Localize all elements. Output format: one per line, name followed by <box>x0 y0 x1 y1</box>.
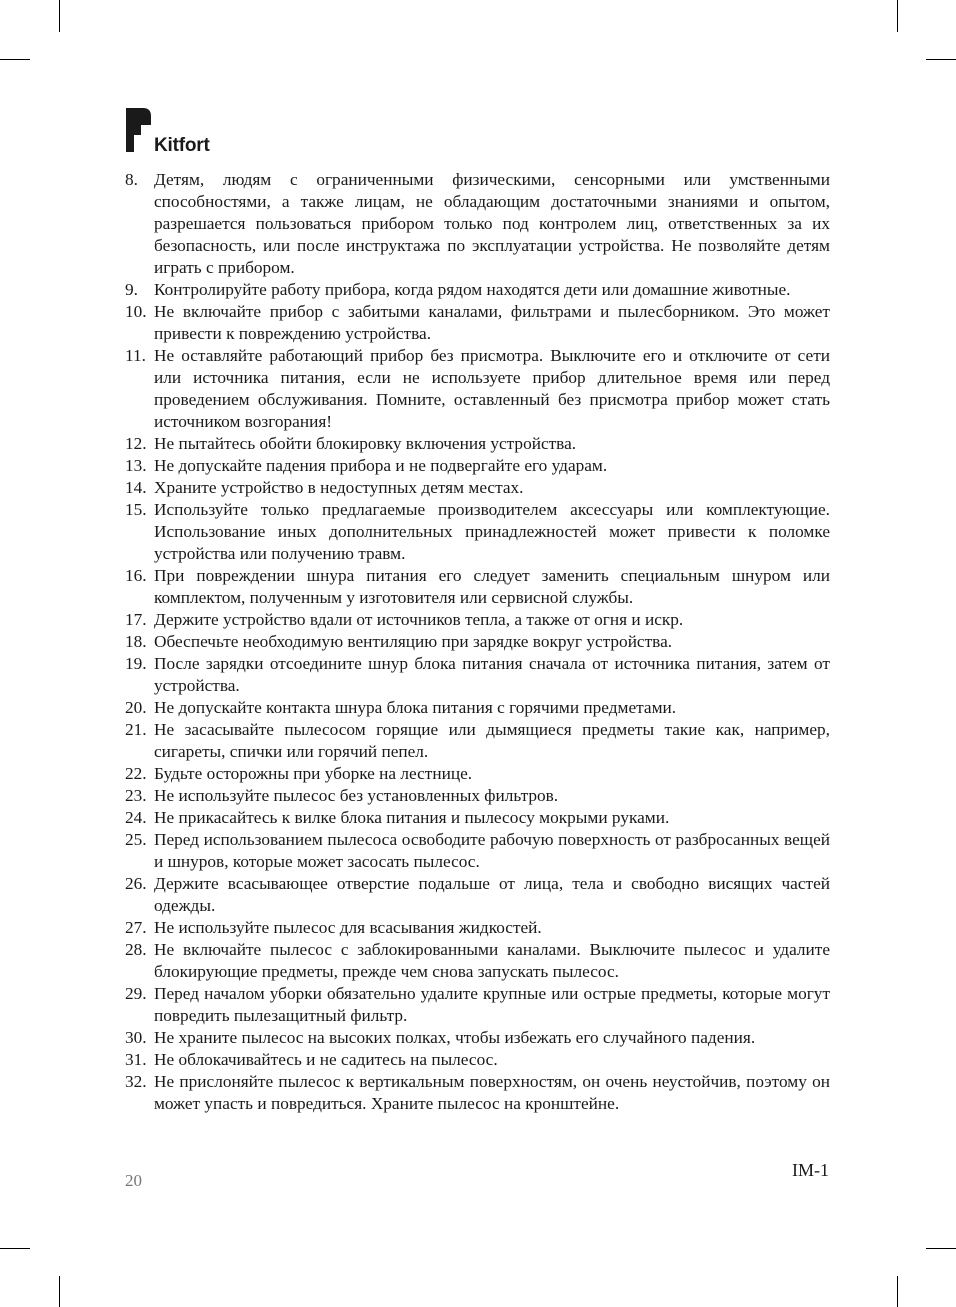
item-text: Не оставляйте работающий прибор без присмотра. Выключите его и отключите от сети или источника питания, если не используете прибор длительное время или перед проведением обслуживания. Помните, оставленный без присмотра прибор может стать источником возгорания! <box>154 346 830 431</box>
item-text: Не облокачивайтесь и не садитесь на пылесос. <box>154 1050 498 1069</box>
list-item <box>125 653 830 697</box>
item-text: Перед началом уборки обязательно удалите крупные или острые предметы, которые могут повредить пылезащитный фильтр. <box>154 984 830 1025</box>
list-item <box>125 983 830 1027</box>
item-text: Не прислоняйте пылесос к вертикальным поверхностям, он очень неустойчив, поэтому он может упасть и повредиться. Храните пылесос на кронштейне. <box>154 1072 830 1113</box>
item-text: Детям, людям с ограниченными физическими, сенсорными или умственными способностями, а также лицам, не обладающим достаточными знаниями и опытом, разрешается пользоваться прибором только под контролем лиц, ответственных за их безопасность, или после инструктажа по эксплуатации устройства. Не позволяйте детям играть с прибором. <box>154 170 830 277</box>
page-number: 20 <box>125 1171 142 1190</box>
item-number: 19. <box>125 654 147 673</box>
item-number: 24. <box>125 808 147 827</box>
item-text: Не используйте пылесос для всасывания жидкостей. <box>154 918 542 937</box>
list-item <box>125 763 830 785</box>
item-text: Не допускайте падения прибора и не подвергайте его ударам. <box>154 456 608 475</box>
crop-mark-top-left-v <box>59 0 60 32</box>
list-item <box>125 455 830 477</box>
list-item <box>125 1027 830 1049</box>
kitfort-logo <box>126 108 246 156</box>
list-item <box>125 1049 830 1071</box>
item-text: Храните устройство в недоступных детям местах. <box>154 478 524 497</box>
item-text: Обеспечьте необходимую вентиляцию при зарядке вокруг устройства. <box>154 632 673 651</box>
list-item <box>125 345 830 433</box>
document-code: IM-1 <box>792 1160 829 1180</box>
item-text: При повреждении шнура питания его следует заменить специальным шнуром или комплектом, полученным у изготовителя или сервисной службы. <box>154 566 830 607</box>
list-item <box>125 807 830 829</box>
list-item <box>125 609 830 631</box>
item-number: 32. <box>125 1072 147 1091</box>
item-text: Не засасывайте пылесосом горящие или дымящиеся предметы такие как, например, сигареты, спички или горячий пепел. <box>154 720 830 761</box>
item-text: Держите всасывающее отверстие подальше от лица, тела и свободно висящих частей одежды. <box>154 874 830 915</box>
item-text: Не допускайте контакта шнура блока питания с горячими предметами. <box>154 698 677 717</box>
item-text: Не используйте пылесос без установленных фильтров. <box>154 786 559 805</box>
item-number: 11. <box>125 346 146 365</box>
list-item <box>125 565 830 609</box>
item-number: 14. <box>125 478 147 497</box>
item-text: Будьте осторожны при уборке на лестнице. <box>154 764 473 783</box>
item-number: 20. <box>125 698 147 717</box>
item-text: Не включайте прибор с забитыми каналами, фильтрами и пылесборником. Это может привести к повреждению устройства. <box>154 302 830 343</box>
list-item <box>125 1071 830 1115</box>
item-number: 28. <box>125 940 147 959</box>
crop-mark-bottom-left-h <box>0 1248 30 1249</box>
item-number: 31. <box>125 1050 147 1069</box>
list-item <box>125 873 830 917</box>
crop-mark-bottom-left-v <box>59 1276 60 1307</box>
item-text: Используйте только предлагаемые производителем аксессуары или комплектующие. Использование иных дополнительных принадлежностей может привести к поломке устройства или получению травм. <box>154 500 830 563</box>
list-item <box>125 301 830 345</box>
item-number: 23. <box>125 786 147 805</box>
crop-mark-top-left-h <box>0 59 30 60</box>
item-text: Не пытайтесь обойти блокировку включения устройства. <box>154 434 577 453</box>
item-number: 18. <box>125 632 147 651</box>
brand-name: Kitfort <box>154 135 210 156</box>
item-number: 25. <box>125 830 147 849</box>
item-number: 29. <box>125 984 147 1003</box>
item-number: 12. <box>125 434 147 453</box>
list-item <box>125 917 830 939</box>
item-number: 30. <box>125 1028 147 1047</box>
list-item <box>125 169 830 279</box>
crop-mark-bottom-right-h <box>926 1248 956 1249</box>
crop-mark-bottom-right-v <box>897 1276 898 1307</box>
item-text: Держите устройство вдали от источников тепла, а также от огня и искр. <box>154 610 684 629</box>
item-number: 8. <box>125 170 138 189</box>
item-number: 17. <box>125 610 147 629</box>
list-item <box>125 279 830 301</box>
item-number: 21. <box>125 720 147 739</box>
item-text: Контролируйте работу прибора, когда рядом находятся дети или домашние животные. <box>154 280 791 299</box>
item-number: 13. <box>125 456 147 475</box>
item-number: 9. <box>125 280 138 299</box>
list-item <box>125 433 830 455</box>
crop-mark-top-right-h <box>926 59 956 60</box>
item-number: 15. <box>125 500 147 519</box>
list-item <box>125 697 830 719</box>
item-number: 22. <box>125 764 147 783</box>
item-text: Перед использованием пылесоса освободите рабочую поверхность от разбросанных вещей и шнуров, которые может засосать пылесос. <box>154 830 830 871</box>
item-number: 16. <box>125 566 147 585</box>
list-item <box>125 785 830 807</box>
item-text: Не прикасайтесь к вилке блока питания и пылесосу мокрыми руками. <box>154 808 670 827</box>
list-item <box>125 939 830 983</box>
list-item <box>125 829 830 873</box>
item-text: Не храните пылесос на высоких полках, чтобы избежать его случайного падения. <box>154 1028 756 1047</box>
list-item <box>125 719 830 763</box>
kitfort-logo-icon <box>126 108 152 152</box>
list-item <box>125 477 830 499</box>
item-text: После зарядки отсоедините шнур блока питания сначала от источника питания, затем от устройства. <box>154 654 830 695</box>
crop-mark-top-right-v <box>897 0 898 32</box>
list-item <box>125 631 830 653</box>
safety-instructions-list <box>125 169 830 1115</box>
item-number: 27. <box>125 918 147 937</box>
list-item <box>125 499 830 565</box>
item-text: Не включайте пылесос с заблокированными каналами. Выключите пылесос и удалите блокирующие предметы, прежде чем снова запускать пылесос. <box>154 940 830 981</box>
item-number: 10. <box>125 302 147 321</box>
item-number: 26. <box>125 874 147 893</box>
